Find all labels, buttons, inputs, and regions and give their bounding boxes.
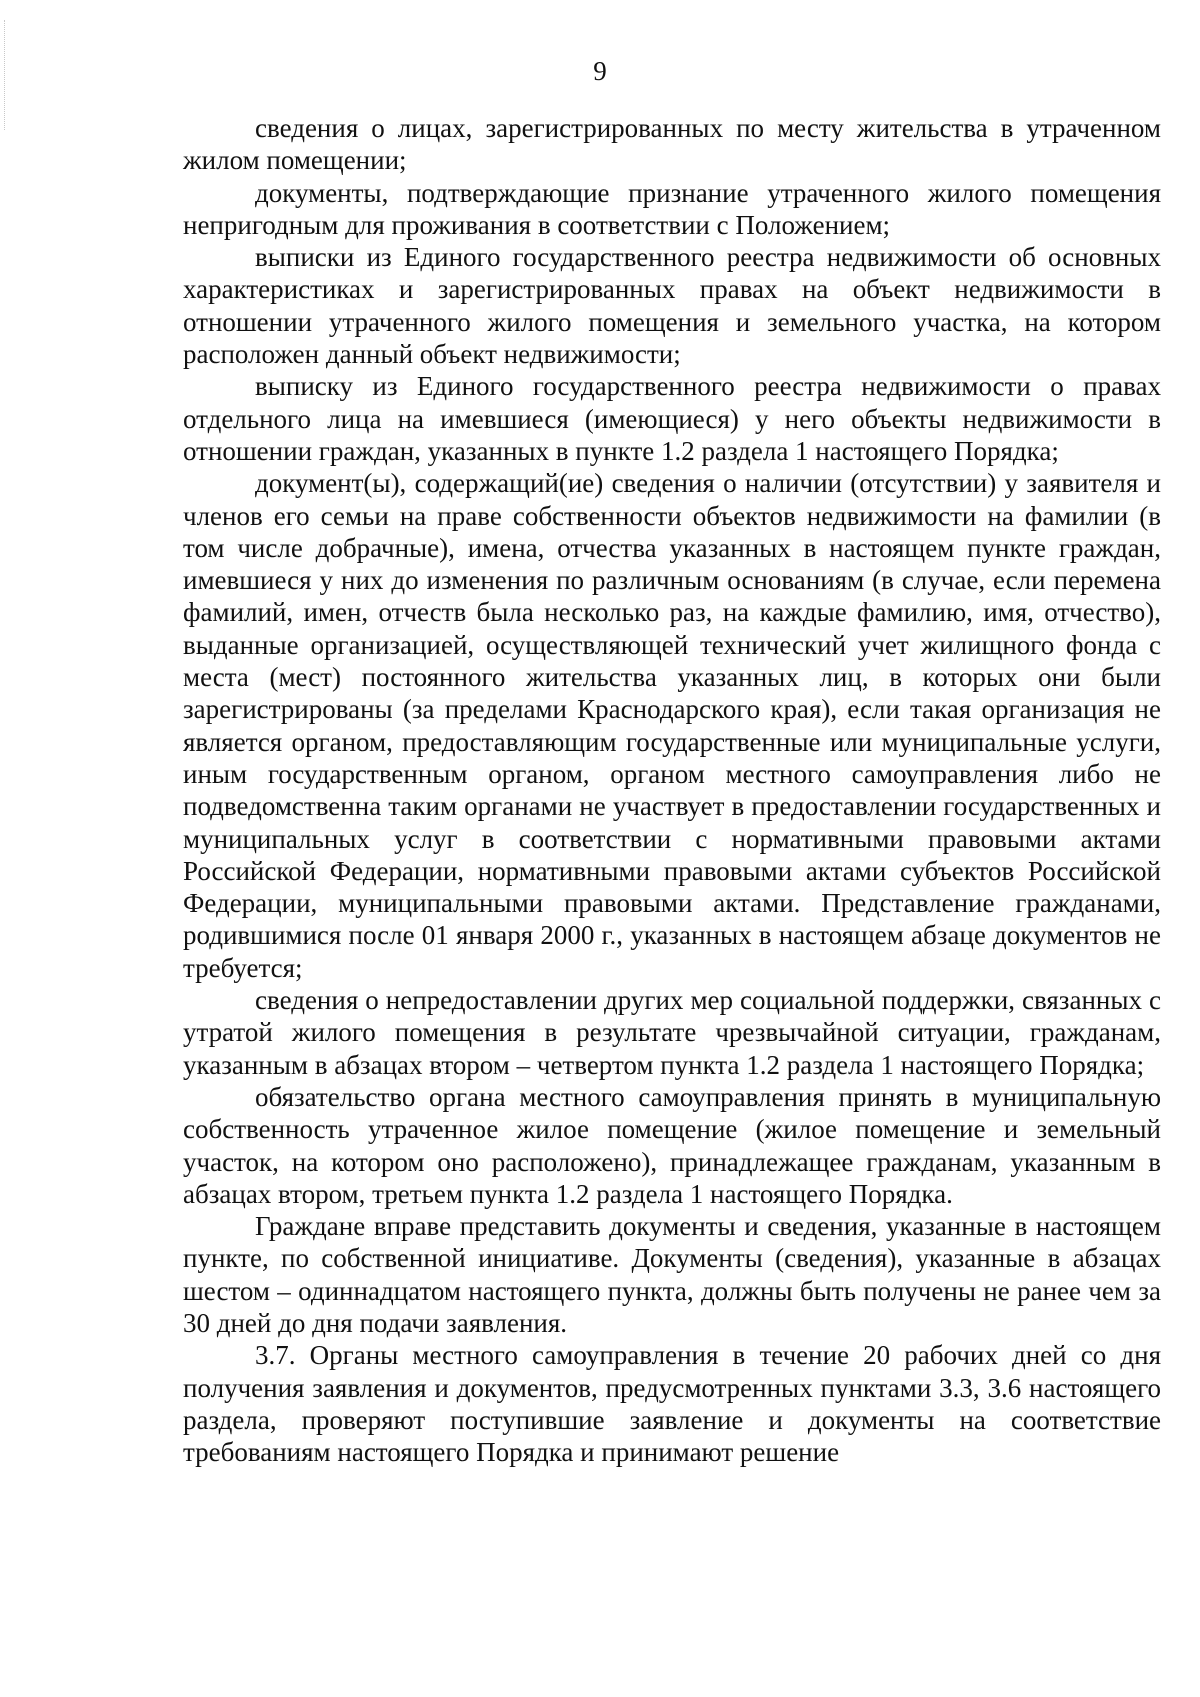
- paragraph-unfit-housing-documents: документы, подтверждающие признание утраченного жилого помещения непригодным для проживания в соответствии с Положением;: [183, 177, 1161, 240]
- paragraph-municipal-obligation: обязательство органа местного самоуправления принять в муниципальную собственность утраченное жилое помещение (жилое помещение и земельный участок, на котором оно расположено), принадлежащее гражданам, указанным в абзацах втором, третьем пункта 1.2 раздела 1 настоящего Порядка.: [183, 1081, 1161, 1209]
- paragraph-no-other-support: сведения о непредоставлении других мер социальной поддержки, связанных с утратой жилого помещения в результате чрезвычайной ситуации, гражданам, указанным в абзацах втором – четвертом пункта 1.2 раздела 1 настоящего Порядка;: [183, 985, 1161, 1080]
- paragraph-registered-persons: сведения о лицах, зарегистрированных по месту жительства в утраченном жилом помещении;: [183, 113, 1161, 176]
- page-number: 9: [593, 56, 607, 86]
- paragraph-registry-extract-rights: выписку из Единого государственного реестра недвижимости о правах отдельного лица на имевшиеся (имеющиеся) у него объекты недвижимости в отношении граждан, указанных в пункте 1.2 раздела 1 настоящего Порядка;: [183, 371, 1161, 466]
- paragraph-registry-extracts: выписки из Единого государственного реестра недвижимости об основных характеристиках и зарегистрированных правах на объект недвижимости в отношении утраченного жилого помещения и земельного участка, на котором расположен данный объект недвижимости;: [183, 242, 1161, 370]
- paragraph-own-initiative: Граждане вправе представить документы и сведения, указанные в настоящем пункте, по собственной инициативе. Документы (сведения), указанные в абзацах шестом – одиннадцатом настоящего пункта, должны быть получены не ранее чем за 30 дней до дня подачи заявления.: [183, 1211, 1161, 1338]
- document-body: [183, 112, 1161, 1468]
- paragraph-property-documents: документ(ы), содержащий(ие) сведения о наличии (отсутствии) у заявителя и членов его семьи на праве собственности объектов недвижимости на фамилии (в том числе добрачные), имена, отчества указанных в настоящем пункте граждан, имевшиеся у них до изменения по различным основаниям (в случае, если перемена фамилий, имен, отчеств была несколько раз, на каждые фамилию, имя, отчество), выданные организацией, осуществляющей технический учет жилищного фонда с места (мест) постоянного жительства указанных лиц, в которых они были зарегистрированы (за пределами Краснодарского края), если такая организация не является органом, предоставляющим государственные или муниципальные услуги, иным государственным органом, органом местного самоуправления либо не подведомственна таким органами не участвует в предоставлении государственных и муниципальных услуг в соответствии с нормативными правовыми актами Российской Федерации, нормативными правовыми актами субъектов Российской Федерации, муниципальными правовыми актами. Представление гражданами, родившимися после 01 января 2000 г., указанных в настоящем абзаце документов не требуется;: [183, 468, 1161, 983]
- paragraph-section-3-7: 3.7. Органы местного самоуправления в течение 20 рабочих дней со дня получения заявления и документов, предусмотренных пунктами 3.3, 3.6 настоящего раздела, проверяют поступившие заявление и документы на соответствие требованиям настоящего Порядка и принимают решение: [183, 1340, 1161, 1468]
